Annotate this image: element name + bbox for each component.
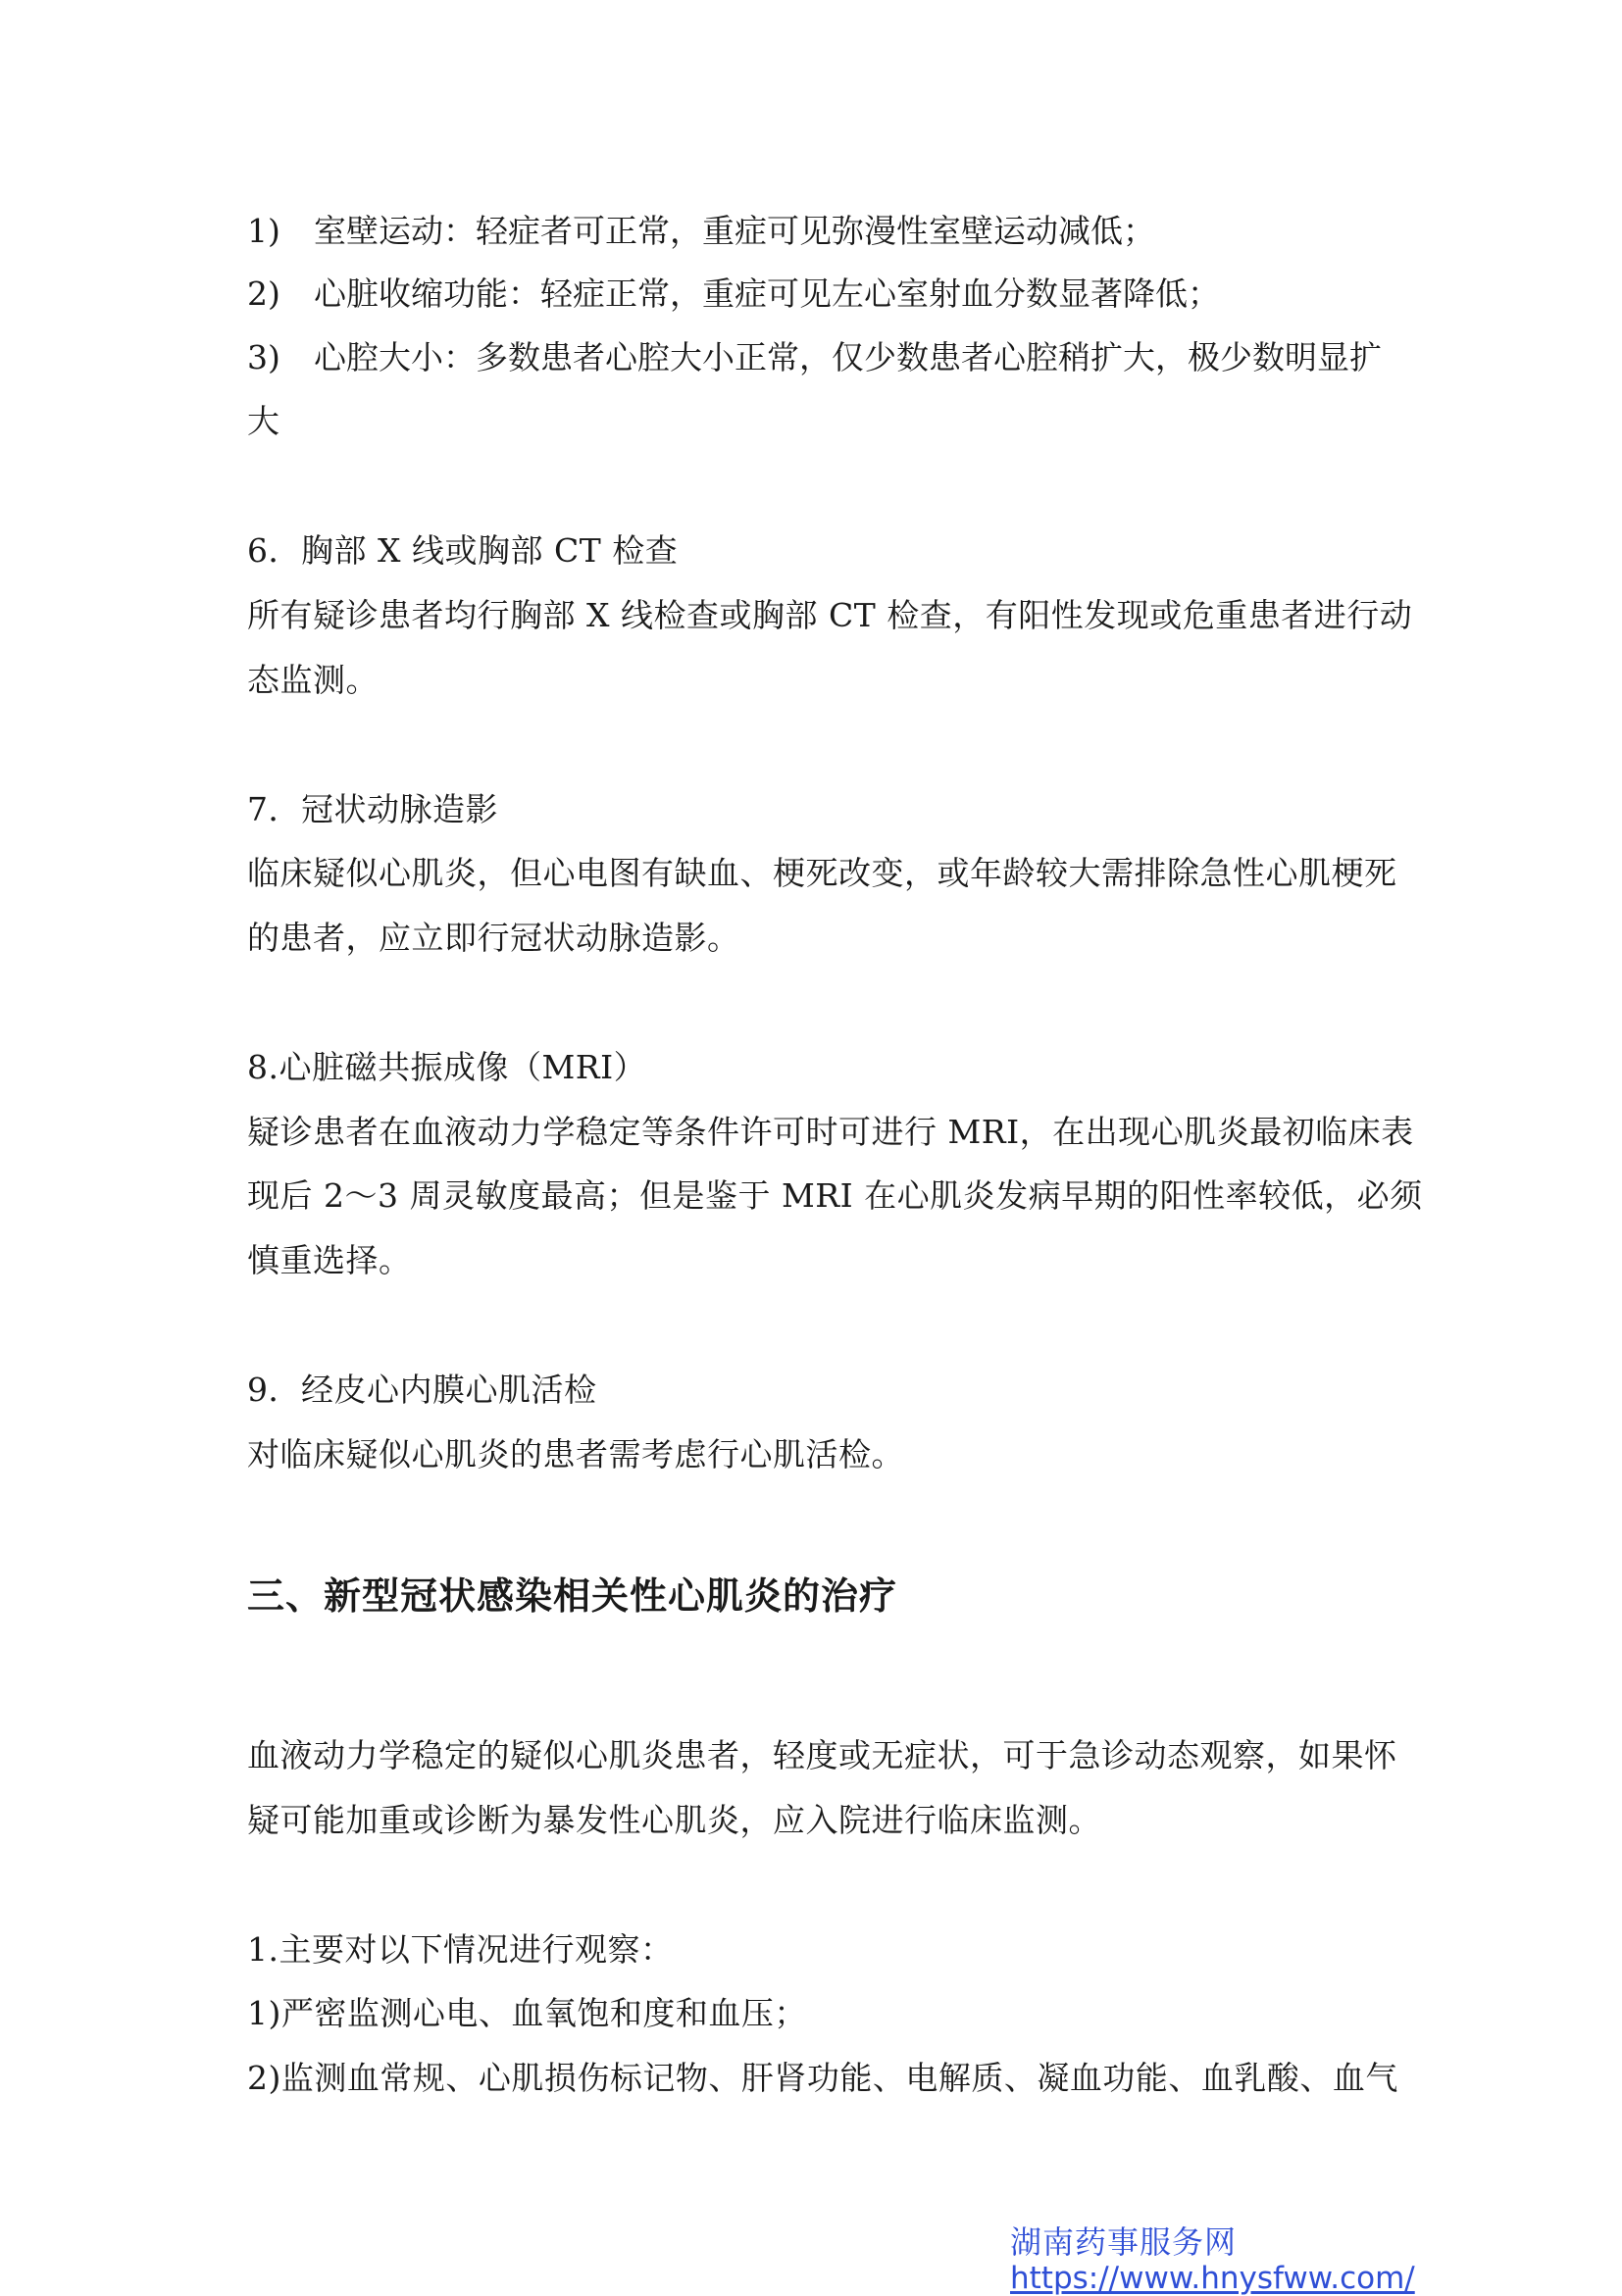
section-heading-treatment: 三、新型冠状感染相关性心肌炎的治疗 [247, 1574, 898, 1618]
paragraph-line: 疑可能加重或诊断为暴发性心肌炎，应入院进行临床监测。 [247, 1801, 1101, 1839]
list-item: 2)监测血常规、心肌损伤标记物、肝肾功能、电解质、凝血功能、血乳酸、血气 [247, 2059, 1398, 2097]
paragraph-line: 血液动力学稳定的疑似心肌炎患者，轻度或无症状，可于急诊动态观察，如果怀 [247, 1736, 1397, 1774]
list-item [247, 338, 1385, 377]
paragraph-line: 疑诊患者在血液动力学稳定等条件许可时可进行 MRI，在出现心肌炎最初临床表 [247, 1113, 1414, 1151]
paragraph-line: 慎重选择。 [247, 1241, 412, 1279]
paragraph-line: 对临床疑似心肌炎的患者需考虑行心肌活检。 [247, 1435, 904, 1473]
paragraph-line: 态监测。 [247, 661, 379, 699]
list-text: 室壁运动：轻症者可正常，重症可见弥漫性室壁运动减低； [314, 212, 1155, 250]
paragraph-line: 现后 2～3 周灵敏度最高；但是鉴于 MRI 在心肌炎发病早期的阳性率较低，必须 [247, 1176, 1423, 1215]
paragraph-line: 的患者，应立即行冠状动脉造影。 [247, 919, 740, 957]
list-text: 心腔大小：多数患者心腔大小正常，仅少数患者心腔稍扩大，极少数明显扩 [314, 338, 1382, 376]
list-item [247, 275, 1385, 314]
list-text-continuation: 大 [247, 402, 280, 440]
section-title-coronary-angiography: 7．冠状动脉造影 [247, 790, 498, 828]
section-title-chest-imaging: 6．胸部 X 线或胸部 CT 检查 [247, 531, 679, 570]
list-item [247, 212, 1385, 251]
list-number: 2) [247, 275, 280, 313]
paragraph-line: 临床疑似心肌炎，但心电图有缺血、梗死改变，或年龄较大需排除急性心肌梗死 [247, 854, 1397, 892]
list-item: 1)严密监测心电、血氧饱和度和血压； [247, 1994, 807, 2032]
footer-site-name: 湖南药事服务网 [1010, 2223, 1238, 2261]
footer-site-link[interactable]: https://www.hnysfww.com/ [1010, 2261, 1415, 2296]
section-title-myocardial-biopsy: 9．经皮心内膜心肌活检 [247, 1371, 597, 1409]
list-text: 心脏收缩功能：轻症正常，重症可见左心室射血分数显著降低； [314, 275, 1220, 313]
paragraph-line: 所有疑诊患者均行胸部 X 线检查或胸部 CT 检查，有阳性发现或危重患者进行动 [247, 596, 1413, 634]
section-title-cardiac-mri: 8.心脏磁共振成像（MRI） [247, 1048, 647, 1086]
list-number: 3) [247, 338, 280, 376]
list-number: 1) [247, 212, 280, 250]
subsection-title-observation: 1.主要对以下情况进行观察： [247, 1930, 674, 1969]
